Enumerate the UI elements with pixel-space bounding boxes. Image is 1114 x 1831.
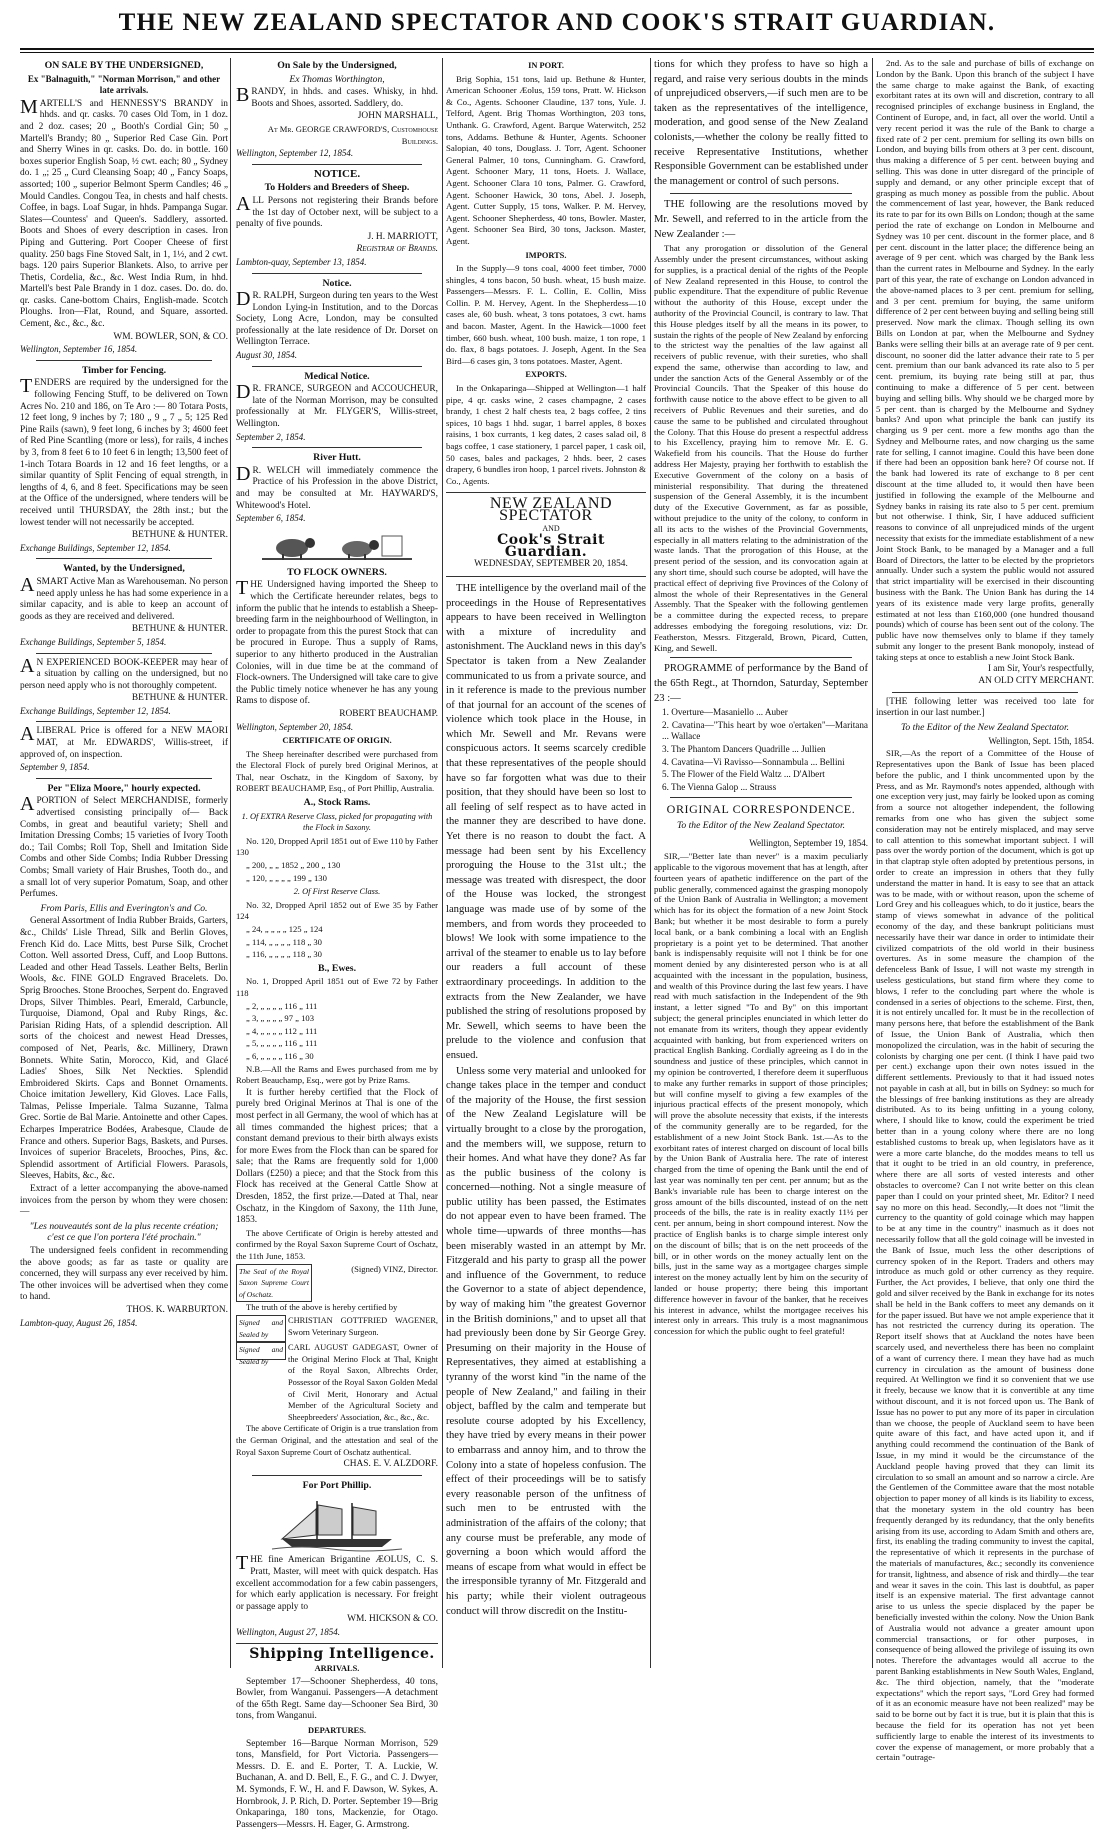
ad-dateline: Exchange Buildings, September 12, 1854. [20, 542, 171, 553]
ad-subheading: 1. Of EXTRA Reserve Class, picked for propagating with the Flock in Saxony. [241, 811, 433, 833]
ad-body: In the Onkaparinga—Shipped at Wellington—1 half pipe, 4 qr. casks wine, 2 cases champagne, 2 cases brandy, 1 chest 2 half chests tea, 2 bags coffee, 2 tins spices, 10 bags 1 hhd. sugar, 1 barrel apples, 8 boxes raisins, 1 box currants, 1 keg dates, 2 cases salad oil, 8 bags coffee, 1 case stationery, 1 parcel paper, 1 cask oil, 50 cases, bales and packages, 2 hhds. beer, 2 cases drapery, 6 bundles iron hoop, 1 parcel rivets. Johnston & Co., Agents. [446, 383, 646, 486]
ad-signature: BETHUNE & HUNTER. [131, 624, 228, 635]
ad-dateline: Lambton-quay, August 26, 1854. [20, 1317, 138, 1328]
ad-subheading: To Holders and Breeders of Sheep. [264, 182, 410, 194]
seal-box: The Seal of the Royal Saxon Supreme Court of Oschatz. [236, 1264, 312, 1303]
divider [670, 797, 852, 798]
table-row: „ 116, „ „ „ „ 118 „ 30 [246, 949, 322, 960]
letter-salutation: To the Editor of the New Zealand Spectator. [900, 722, 1070, 733]
table-row: „ 3, „ „ „ „ 97 „ 103 [246, 1013, 315, 1024]
ad-body: MARTELL'S and HENNESSY'S BRANDY in hhds. and qr. casks. 70 cases Old Tom, in 1 doz. and 2 doz. cases; 20 „ Booth's Cordial Gin; 50 „ Martell's Brandy; 80 „ Superior Red Case Gin. Port and Sherry Wines in qr. casks. Do. do. in bottle. 160 boxes superior English Soap, ½ cwt. each; 80 „ Sydney do. 1 „; 25 „ Curd Cleansing Soap; 40 „ Fancy Soaps, assorted; 100 „ superior Belmont Sperm Candles; 46 „ Mould Candles. Congou Tea, in chests and half chests. Coffee, in bags. Loaf Sugar, in hhds. Pampanga Sugar. Slates—Countess' and Queen's. Saddlery, assorted. Boots and Shoes of every description in cases. Iron Piping and Guttering. Port Cooper Cheese of first quality. 250 bags Fine Stoved Salt, in 1, 1½, and 2 cwt. bags. 120 pairs Superior Blankets. Also, to arrive per Thetis, Cordelia, &c., &c. West India Rum, in hhd. Martell's best Pale Brandy in 1 doz. cases. Do. do. do. qr. casks. Cane-bottom Chairs, English-made. Scotch Ploughs. Iron—Flat, Round, and Square, assorted. Cement, &c., &c., &c. [20, 95, 228, 330]
ad-signature: BETHUNE & HUNTER. [131, 693, 228, 704]
ad-body: DR. FRANCE, SURGEON and ACCOUCHEUR, late of the Norman Morrison, may be consulted professionally at Mr. FLYGER'S, Willis-street, Wellington. [236, 381, 438, 430]
seal-block [236, 1315, 438, 1342]
editorial-paragraph: THE intelligence by the overland mail of the proceedings in the House of Representatives appears to have been received in Wellington with a mixture of incredulity and astonishment. The Auckland news in this day's Spectator is taken from a New Zealander communicated to us from a private source, and in it reference is made to the previous number of that journal for an account of the scenes of violence which took place in the House, in which Mr. Sewell and Mr. Revans were conspicuous actors. It seems scarcely credible that these representatives of the people should have so far forgotten what was due to their position, that they should have been so lost to all feeling of self respect as to have acted in the manner they are described to have done. Yet there is no reason to doubt the fact. A message had been sent by his Excellency proroguing the House to the 31st ult.; the message was treated with disrespect, the door of the House was locked, the strongest language was made use of by some of the members, and from words they proceeded to blows! We look with some impatience to the arrival of the steamer to enable us to lay before our readers a full account of these extraordinary proceedings. In addition to the extracts from the New Zealander, we have published the string of resolutions proposed by Mr. Sewell, which seems to have been the prelude to the violence and confusion that ensued. [446, 582, 646, 1061]
ad-body: N.B.—All the Rams and Ewes purchased from me by Robert Beauchamp, Esq., were got by Prize Rams. [236, 1063, 438, 1086]
programme-list [654, 707, 868, 793]
stock-table [236, 900, 438, 961]
ad-body: TENDERS are required by the undersigned for the following Fencing Stuff, to be delivered on Town Acres No. 210 and 186, on Te Aro :— 80 Totara Posts, 12 feet long, 9 inches by 7; 180 „ 9 „ 7 „ 5; 125 Red Pine Rails (sawn), 9 feet long, 6 inches by 3; 4600 feet of Red Pine Scantling (more or less), for rails, 4 inches by 3, from 8 feet 6 to 10 feet 6 in length; 13,500 feet of 1-inch Totara Boards in 12 and 16 feet lengths, or a similar quantity of Split Fencing of equal strength, in lengths of 4, 6, and 8 feet. Specifications may be seen at the Office of the undersigned, where tenders will be received until THURSDAY, the 28th inst.; but the lowest tender will not necessarily be accepted. [20, 375, 228, 528]
ad-signature: JOHN MARSHALL, [357, 111, 438, 122]
divider [36, 360, 212, 361]
ad-dateline: Exchange Buildings, September 12, 1854. [20, 705, 171, 716]
list-item: 3. The Phantom Dancers Quadrille ... Jullien [662, 743, 826, 754]
ad-body: The truth of the above is hereby certified by [246, 1302, 398, 1313]
newspaper-columns [20, 58, 1094, 1830]
letter-body: SIR,—As the report of a Committee of the House of Representatives upon the Bank of Issue has been placed before the public, and I think uncommented upon by the Press, and as Mr. Raymond's notes appended, although with one exception very just, may fairly be looked upon as coming from a source not altogether independent, the following remarks from one who has given the subject some consideration may not be entirely misplaced, and may serve to call attention to this somewhat important subject. I will pass over the wordy portion of the document, which is got up in that claptrap style often adopted by pretentious persons, in order to create an impression in others that they fully understand the matter in hand. It is easy to see that an attack was to be made, with or without reason, upon the scheme of Lord Grey and his colleagues which, to do it justice, bears the stamp of views somewhat in advance of the political economy of the day, and these bankrupt politicians must necessarily have their war dance in order to intimidate their civilized compatriots of the old world in their business overtures. As in some measure the champion of the defenceless Bank of Issue, I will not waste my strength in useless gesticulations, but stand firm where they come to blows, I refer to the concluding part where the whole is condensed in a series of objections to the scheme. First, then, it is not entirely uncalled for. It must be in the recollection of many persons here, that before the establishment of the Bank of Issue, the Union Bank of Australia, which then monopolized the circulation, was in the habit of securing the colonists by charging one per cent. (I think I have paid two per cent.) exchange upon their own notes issued in the different settlements. Previously to that it had issued notes not payable in cash at all, but in bills on Sydney: so much for the blessings of free banking institutions as they are already distributed. As to its being unfitting in a young colony, where, I should like to know, could the experiment be tried better than in a young colony where there are no long established customs to break up, when legislators have as it were a more carte blanche, do the moddes means to tell us that it ought to be tried in an old country, in preference, where there are all sorts of vested interests and other obstacles to overcome? Can I not write better on this clean paper than I could on your printed sheet, Mr. Editor? I need say no more on this head. Secondly,—It does not "limit the currency to the quantity of gold coinage which may happen to be at any time in the country" inasmuch as it does not necessarily follow that all the gold coinage will be invested in the Bank of Issue, much less the other descriptions of currency spoken of in the Report. Traders and others may introduce as much gold or other currency as they require. Further, the Act provides, I believe, that only one third the gold and silver received by the Bank in exchange for its notes shall be held in the Bank coffers to meet any demands on it for the paper issued. But have we not ample experience that it has not restricted the currency during its operation. The Report itself shows that at Auckland the notes have been scarcely used, and nevertheless there has been no complaint of a want of currency there. I mean they have had as much currency in circulation as the amount of business done required. At Wellington we find it so convenient that we use it freely, because we know that it is convertible at any time without discount, and it is not forced upon us. The Bank of Issue has no power to put any more of its paper in circulation than we choose, the people of Auckland seem to have been quite aware of this fact, and have acted upon it, and if anything could recommend the continuation of the Bank of Issue, in my mind it would be the circumstance of the Auckland people having proved that they can limit its circulation to so small an amount and so narrow a circle. Are the Gentlemen of the Committee aware that the most notable objection to paper money of all kinds is its liability to excess, that the monetary system in the old country has been frequently deranged by its redundancy, that the only benefits arising from its use, according to Adam Smith and others are, first, its enabling the trading community to invest the capital, the representative of which it represents in the purchase of the materials of manufactures, &c.; secondly its convenience for transit, lightness, and absence of risk and thirdly—the tear and wear it saves in the coin. This last is doubtful, as paper itself is an expensive material. The first advantage cannot arise to us unless the specie displaced by the paper be beneficially invested within the colony. Now the Union Bank of Australia would not advance a greater amount upon commercial transactions, or for other purposes, in consequence of being allowed the privilege of issuing its own notes. Therefore the advantages would all accrue to the parent Banking establishments in New South Wales, England, &c. The third objection, namely, that the "moderate expectations" which the report says, "Lord Grey had formed of it as an economic measure have not been realized" may be said to be borne out by fact it is true, but it is plain that this is because the field for its operation has not yet been sufficiently large to enable the interest of its investments to cover the expense of management, or more probably that a certain "outrage- [876, 748, 1094, 1763]
table-row: No. 32, Dropped April 1852 out of Ewe 35 by Father 124 [236, 899, 438, 922]
ad-heading: Notice. [322, 277, 352, 289]
ad-signature: J. H. MARRIOTT, [367, 231, 438, 242]
programme-heading: PROGRAMME of performance by the Band of the 65th Regt., at Thorndon, Saturday, September 23 :— [654, 663, 868, 704]
masthead [0, 0, 1114, 46]
table-row: „ 5, „ „ „ „ 116 „ 111 [246, 1038, 318, 1049]
masthead-rule [20, 48, 1094, 50]
ad-body: AN EXPERIENCED BOOK-KEEPER may hear of a situation by calling on the undersigned, but no person need apply who is not thoroughly competent. [20, 654, 228, 691]
column-5 [876, 58, 1094, 1763]
stock-table [236, 836, 438, 884]
ad-subheading: CERTIFICATE OF ORIGIN. [282, 735, 392, 746]
letter-dateline: Wellington, Sept. 15th, 1854. [988, 735, 1094, 746]
table-row: „ 24, „ „ „ „ 125 „ 124 [246, 924, 323, 934]
ad-subheading: ARRIVALS. [314, 1664, 360, 1674]
letter-salutation: To the Editor of the New Zealand Spectator. [676, 819, 846, 831]
editorial-masthead-sub: Cook's Strait Guardian. [497, 532, 605, 560]
seal-signature: CHRISTIAN GOTTFRIED WAGENER, Sworn Veterinary Surgeon. [288, 1316, 438, 1337]
list-item: 2. Cavatina—"This heart by woe o'ertaken"—Maritana ... Wallace [662, 719, 868, 742]
ad-dateline: August 30, 1854. [236, 350, 298, 361]
ad-body: BRANDY, in hhds. and cases. Whisky, in hhd. Boots and Shoes, assorted. Saddlery, do. [236, 84, 438, 109]
divider [670, 657, 852, 658]
stock-table [236, 976, 438, 1062]
seal-block [236, 1264, 438, 1303]
ad-subheading: A., Stock Rams. [303, 797, 371, 809]
ad-heading: TO FLOCK OWNERS. [287, 566, 387, 578]
ad-signature-line: At Mr. GEORGE CRAWFORD'S, Customhouse Buildings. [267, 123, 438, 146]
divider [252, 447, 422, 448]
divider [252, 366, 422, 367]
sheep-engraving-icon [262, 528, 412, 564]
letter-body: SIR,—"Better late than never" is a maxim peculiarly applicable to the vigorous movement that has at length, after fourteen years of apathetic indifference on the part of the public generally, commenced against the grasping monopoly of the Union Bank of Australia in Wellington; a movement which has for its object the formation of a new Joint Stock Bank; but whether it be most desirable to form a purely local bank, or a bank combining a local with an English proprietary is a point yet to be determined. That another bank is indispensably requisite will not I think be for one moment denied by any disinterested person who is at all acquainted with the incessant in the population, business, and wealth of this Province during the last few years. I have read with much satisfaction in the Independent of the 9th instant, a letter signed "To and By" on this important subject; the general principles enunciated in which letter do not emanate from its writers, though they appear evidently acquainted with banking, but from experienced writers on practical English Banking. Cordially agreeing as I do in the soundness and justice of these principles, which cannot in my opinion be controverted, I therefore deem it superfluous to make any further remarks in support of those principles; but will confine myself to giving a few examples of the injurious practical effects of the present monopoly, which will prove the absolute necessity that exists, if the interests of the community generally are to be regarded, for the establishment of a new Joint Stock Bank. 1st.—As to the exorbitant rates of interest charged on discount of local bills by the Union Bank of Australia here. The rate of interest charged from the time of opening the Bank until the end of last year was nominally ten per cent. per annum; but as the Bank's invariable rule has been to charge interest on the gross amount of the bills discounted, instead of on the nett proceeds of the bills, the rate is in reality exactly 11½ per cent. per annum, being in short compound interest. Now the practice of English banks is to charge simple interest only on the discount of bills; that is on the nett proceeds of the bill, or in other words on the money actually lent on the bills, just in the same way as a mortgagee charges simple interest on the money actually lent by him on the security of landed or house property; there being this important difference however in favour of the banker, that he receives his interest in advance, whilst the mortgagee receives his interest only in arrears. This truly is a most magnanimous concession for which the public ought to feel grateful! [654, 851, 868, 1337]
table-row: No. 1, Dropped April 1851 out of Ewe 72 by Father 118 [236, 976, 438, 998]
ad-subheading: From Paris, Ellis and Everington's and Co. [40, 902, 208, 914]
ad-body: THE Undersigned having imported the Sheep to which the Certificate hereunder relates, begs to inform the public that he intends to establish a Sheep-breeding farm in the neighbourhood of Wellington, in order to propagate from this the purest Stock that can be procured in Europe. Thus a supply of Rams, superior to any hitherto produced in the Australian Colonies, will in due time be at the command of Flock-owners. The Undersigned will take care to give the Public timely notice whenever he has any young Rams to dispose of. [236, 577, 438, 707]
ad-signature: CHAS. E. V. ALZDORF. [343, 1459, 438, 1470]
divider [236, 1643, 438, 1644]
ad-dateline: September 6, 1854. [236, 513, 306, 524]
ad-body: The undersigned feels confident in recommending the above goods; as far as taste or quality are concerned, they will surpass any ever received by him. The other invoices will be advertised when they come to hand. [20, 1246, 228, 1303]
list-item: 4. Cavatina—Vi Ravisso—Sonnambula ... Bellini [662, 756, 845, 767]
ad-heading: ON SALE BY THE UNDERSIGNED, [44, 60, 204, 71]
table-row: „ 114, „ „ „ „ 118 „ 30 [246, 936, 322, 947]
ad-heading: Wanted, by the Undersigned, [63, 563, 185, 575]
ad-heading: On Sale by the Undersigned, [277, 60, 397, 71]
seal-box: Signed and Sealed by [236, 1342, 286, 1360]
ad-body: Extract of a letter accompanying the above-named invoices from the person by whom they were chosen:— [20, 1184, 228, 1218]
divider [446, 576, 646, 577]
ad-dateline: Exchange Buildings, September 5, 1854. [20, 636, 167, 647]
table-row: No. 120, Dropped April 1851 out of Ewe 110 by Father 130 [236, 835, 438, 858]
divider [446, 492, 646, 493]
ad-subheading: IN PORT. [528, 61, 564, 70]
ad-body: ALL Persons not registering their Brands before the 1st day of October next, will be subject to a penalty of five pounds. [236, 192, 438, 230]
divider [670, 193, 852, 194]
ad-dateline: Wellington, August 27, 1854. [236, 1626, 341, 1637]
ad-body: September 17—Schooner Shepherdess, 40 tons, Bowler, from Wanganui. Passengers—A detachment of the 65th Regt. Same day—Schooner Sea Bird, 30 tons, from Wanganui. [236, 1676, 438, 1722]
masthead-rule-thin [20, 52, 1094, 53]
ad-body: THE fine American Brigantine ÆOLUS, C. S. Pratt, Master, will meet with quick despatch. Has excellent accommodation for a few cabin passengers, for which early application is necessary. For freight or passage apply to [236, 1552, 438, 1612]
divider [36, 558, 212, 559]
ship-engraving-icon [272, 1495, 402, 1551]
column-2 [236, 58, 438, 1830]
ad-body: The above Certificate of Origin is hereby attested and confirmed by the Royal Saxon Supreme Court of Oschatz, the 11th June, 1853. [236, 1227, 438, 1262]
editorial-paragraph: THE following are the resolutions moved by Mr. Sewell, and referred to in the article from the New Zealander :— [654, 199, 868, 240]
ad-subheading: B., Ewes. [317, 962, 357, 974]
ad-dateline: Lambton-quay, September 13, 1854. [236, 256, 367, 267]
ad-body: The above Certificate of Origin is a true translation from the German Original, and the attestation and seal of the Royal Saxon Supreme Court of Oschatz authentical. [236, 1424, 438, 1457]
section-heading: Shipping Intelligence. [249, 1646, 435, 1663]
editorial-paragraph: tions for which they profess to have so high a regard, and raise very serious doubts in the minds of unprejudiced observers,—if such men are to be taken as the representatives of the intelligence, moderation, and good sense of the New Zealand colonists,—whether the colony be really fitted to receive Representative Institutions, whether Responsible Government can be established under the management or control of such persons. [654, 59, 868, 187]
ad-quote: "Les nouveautés sont de la plus recente création; c'est ce que l'on portera l'été prochain." [29, 1220, 219, 1244]
seal-signature: (Signed) VINZ, Director. [351, 1263, 438, 1274]
divider [892, 692, 1078, 693]
divider [36, 653, 212, 654]
divider [252, 1475, 422, 1476]
ad-dateline: Wellington, September 20, 1854. [236, 721, 354, 732]
editorial-masthead-and: AND [542, 523, 560, 533]
divider [36, 778, 212, 779]
list-item: 5. The Flower of the Field Waltz ... D'Albert [662, 769, 825, 780]
list-item: 1. Overture—Masaniello ... Auber [662, 707, 788, 718]
resolutions-text: That any prorogation or dissolution of the General Assembly under the present circumstances, without asking for supplies, is a practical denial of the rights of the People of New Zealand represented in this House, to control the public expenditure. That the expenditure of public Revenue without the authority of this House, except under the authority of the Provincial Council, is contrary to law. That this House pledges itself by all the means in its power, to sustain the rights of the people of New Zealand by enforcing to the strictest way the penalties of the law against all receivers of public revenue, with their sureties, who shall expend the same, otherwise than according to law, and under the sanction Acts of the General Assembly or of the Provincial Councils. That the Speaker of this house do forthwith cause notice to the above effect to be given to all receivers of Public Revenues and their sureties, and do cause the same to be published and circulated throughout the Colony. That this House do present a respectful address to his Excellency, praying him to remove Mr. E. G. Wakefield from his councils. That the House do further address Her Majesty, praying her forthwith to establish the Executive Government of the colony on a basis of ministerial responsibility. That during the threatened suspension of the General Assembly, it is the incumbent duty of the Executive Government, as far as possible, without prejudice to the unity of the colony, to conform in all its acts to the wishes of the Provincial Governments, especially in all matters relating to the administration of the waste lands. That the prorogation of this House, at the present period of the session, and its convocation again at any short time, should such course be adopted, will have the practical effect of depriving five Provinces of the Colony of almost the whole of their Representatives in the General Assembly. That the Speaker with the following gentlemen be a committee during the expected recess, to prepare addresses embodying the foregoing resolutions, viz: Dr. Featherston, Messrs. Fitzgerald, Brown, Picard, Cutten, King, and Sewell. [654, 243, 868, 653]
ad-body: It is further hereby certified that the Flock of purely bred Original Merinos at Thal is one of the most perfect in all Germany, the wool of which has at all times commanded the highest prices; that a constant demand previous to their birth always exists for more Ewes from the Flock than can be spared for sale; that the Rams are frequently sold for 1,000 Dollars (£250) a piece; and that the Stock from this Flock has received at the General Cattle Show at Dresden, 1852, the first prize.—Dated at Thal, near Oschatz, in the Kingdom of Saxony, the 11th June, 1853. [236, 1087, 438, 1226]
table-row: „ 4, „ „ „ „ 112 „ 111 [246, 1025, 318, 1036]
ad-heading: Timber for Fencing. [81, 364, 167, 376]
ad-subheading: Ex Thomas Worthington, [289, 73, 385, 85]
table-row: „ 120, „ „ „ „ 199 „ 130 [246, 872, 327, 883]
ad-body: ALIBERAL Price is offered for a NEW MAORI MAT, at Mr. EDWARDS', Willis-street, if approved of, on inspection. [20, 723, 228, 760]
divider [252, 164, 422, 165]
seal-signature: CARL AUGUST GADEGAST, Owner of the Original Merino Flock at Thal, Knight of the Royal Saxon, Albrechts Order, Possessor of the Royal Saxon Golden Medal of Civil Merit, Honorary and Actual Member of the Agricultural Society and Sheepbreeders' Association, &c., &c., &c. [288, 1343, 438, 1422]
ad-dateline: Wellington, September 12, 1854. [236, 148, 354, 159]
ad-dateline: September 2, 1854. [236, 431, 306, 442]
list-item: 6. The Vienna Galop ... Strauss [662, 781, 777, 792]
letter-signature: AN OLD CITY MERCHANT. [978, 676, 1094, 687]
ad-body: September 16—Barque Norman Morrison, 529 tons, Mansfield, for Port Victoria. Passengers—Messrs. D. E. and E. Porter, T. A. Luckie, W. Buchanan, A. and D. Bell, E., F. G., and C. J. Dwyer, M. Symonds, F. W., H. and F. Dawson, W. Sykes, A. Hornbrook, J. P. Rich, D. Porter. September 19—Brig Onkaparinga, 180 tons, Mackenzie, for Otago. Passengers—Messrs. H. Eager, G. Armstrong. [236, 1738, 438, 1830]
ad-dateline: Wellington, September 16, 1854. [20, 344, 138, 355]
column-3 [446, 58, 646, 1668]
ad-subheading: EXPORTS. [525, 370, 567, 380]
seal-box: Signed and Sealed by [236, 1315, 286, 1342]
ad-signature-line: Registrar of Brands. [356, 244, 438, 255]
letter-closing: I am Sir, Your's respectfully, [987, 663, 1094, 674]
ad-body: ASMART Active Man as Warehouseman. No person need apply unless he has had some experience in a similar capacity, and is able to keep an account of goods as they are received and delivered. [20, 573, 228, 622]
ad-body: The Sheep hereinafter described were purchased from the Electoral Flock of purely bred Original Merinos, at Thal, near Oschatz, in the Kingdom of Saxony, by ROBERT BEAUCHAMP, Esq., of Port Phillip, Australia. [236, 748, 438, 794]
ad-subheading: Ex "Balnaguith," "Norman Morrison," and other late arrivals. [27, 73, 221, 96]
ad-heading: For Port Phillip. [302, 1479, 372, 1491]
table-row: „ 6, „ „ „ „ 116 „ 30 [246, 1050, 314, 1061]
ad-signature: BETHUNE & HUNTER. [131, 530, 228, 541]
ad-body: Brig Sophia, 151 tons, laid up. Bethune & Hunter, American Schooner Æolus, 159 tons, Pratt. W. Hickson & Co., Agents. Schooner Claudine, 137 tons, Yule. J. Telford, Agent. Brig Thomas Worthington, 203 tons, Unthank. G. Crawford, Agent. Barque Waterwitch, 252 tons, Addams. Bethune & Hunter, Agents. Schooner Salopian, 40 tons, Douglass. J. Torr, Agent. Schooner General Palmer, 10 tons, Cunningham. G. Crawford, Agent. Schooner Mary, 11 tons, Hoets. J. Wallace, Agent. Schooner Clara 10 tons, Palmer. G. Crawford, Agent. Schooner Hawick, 30 tons, Abel. J. Joseph, Agent. Cutter Supply, 15 tons, Walker. P. M. Hervey, Agent. Schooner Shepherdess, 40 tons, Bowler. Master, Agent. Schooner Sea Bird, 30 tons, Jackson. Master, Agent. [446, 73, 646, 246]
ad-signature: THOS. K. WARBURTON. [126, 1304, 228, 1315]
editorial-masthead: NEW ZEALAND SPECTATOR [489, 495, 613, 524]
ad-subheading: DEPARTURES. [308, 1726, 366, 1736]
editor-note: [THE following letter was received too late for insertion in our last number.] [876, 696, 1094, 719]
editorial-date: WEDNESDAY, SEPTEMBER 20, 1854. [474, 559, 628, 570]
table-row: „ 200, „ „ 1852 „ 200 „ 130 [246, 860, 341, 871]
ad-dateline: September 9, 1854. [20, 762, 90, 773]
ad-heading: Medical Notice. [304, 370, 370, 382]
ad-signature: ROBERT BEAUCHAMP. [339, 708, 438, 719]
ad-heading: NOTICE. [313, 167, 361, 180]
editorial-paragraph: Unless some very material and unlooked for change takes place in the temper and conduct of the majority of the House, the first session of the New Zealand Legislature will be virtually brought to a close by the prorogation, and the members will, we suppose, return to their homes. And what have they done? As far as the public business of the colony is concerned—nothing. Not a single measure of public utility has been passed, the Estimates do not appear even to have been framed. The whole time—upwards of three months—has been miserably wasted in an attempt by Mr. Fitzgerald and his party to grasp all the power and influence of the Government, to reduce the Governor to a state of abject dependence, by way of making him "the greatest Governor in the British dominions," and to upset all that had previously been done by Sir George Grey. Presuming on their majority in the House of Representatives, they aimed at establishing a tyranny of the worst kind "in the name of the people of New Zealand," and failing in their object, baffled by the calm and temperate but resolute course adopted by his Excellency, they have tried by every means in their power to embarrass and annoy him, and to throw the Colony into a state of hopeless confusion. The effect of their proceedings will be to satisfy every reasonable person of the unfitness of such men to be entrusted with the administration of the affairs of the colony; that any course must be preferable, any mode of governing a boon which would afford the means of escape from what would in effect be the irresponsible tyranny of Mr. Fitzgerald and his party; while their violent outrageous conduct will throw discredit on the Institu- [446, 1065, 646, 1617]
letter-dateline: Wellington, September 19, 1854. [749, 837, 868, 848]
table-row: „ 2, „ „ „ „ 116 „ 111 [246, 1000, 318, 1011]
column-4 [654, 58, 868, 1668]
ad-heading: River Hutt. [313, 452, 361, 464]
divider [36, 721, 212, 722]
letter-body: 2nd. As to the sale and purchase of bills of exchange on London by the Bank. Upon this branch of the subject I have the same charge to make against the Bank, of exacting exorbitant rates at its own will and discretion, contrary to all recognised principles of exchange business in England, the Continent of Europe, and, in fact, all over the world. Until a very recent period it was the rule of the Bank to charge a fixed rate of 2 per cent. premium for selling its own bills on London, and buying bills from others at 3 per cent. discount, thus making a difference of 5 per cent. between buying and selling. This was done in utter disregard of the principle of supply and demand, or any other principle except that of grasping as much money as possible from the public. About the commencement of last year, however, the Bank reduced its rate to par for its own Bills on London; though at the same period the rate of exchange on London in Melbourne and Sydney was 10 per cent. discount in the former place, and 8 per cent. discount in the latter place; the difference being an average of 9 per cent. which was charged by the Bank less than the current rates in Melbourne and Sydney. In the early part of this year, the rate of exchange on London advanced in the above-named places to 3 per cent. premium for selling, and 3 per cent. premium for buying, the same uniform difference of 2 per cent between buying and selling being still preserved. Now mark the climax. Though selling its own Bills on London at par, when the Melbourne and Sydney Banks were selling their bills at an average rate of 9 per cent. discount, no sooner did the latter advance their rate to 5 per cent. premium than our bank advanced its rate also to 5 per cent. premium, its buying rate being still at par, thus continuing to make a difference of 5 per cent. between buying and selling bills. Why should we be charged more by 5 per cent. than is charged by the Melbourne and Sydney banks? And upon what principle the bank can justify its charging us 9 per cent. more a few months ago than the Sydney and Melbourne rates, and now charging us the same rate for selling, I cannot imagine. Could this have been done if there had been an opposition bank here? Of course not. If the bank had lowered its rate of exchange to 8 per cent discount at the time alluded to, it would then have been justified in following the example of the Melbourne and Sydney banks in raising its rate also to 5 per cent. premium but not otherwise. I think, Sir, I have adduced sufficient reasons to convince of all unprejudiced minds of the urgent necessity that exists for the immediate establishment of a new Joint Stock Bank, to be managed by a Manager and a full Board of Directors, the latter to be elected by the proprietors annually. Under such a system the public would not assured that strict impartiality will be exercised in their discounting business with the Bank. The Union Bank has during the 14 years of its existence made very large profits, generally estimated at not less than £160,000 (one hundred thousand pounds) which of course has been sent out of the colony. The public have now themselves only to blame if they tamely submit any longer to the present Bank monopoly, instead of taking steps at once to establish a new Joint Stock Bank. [876, 58, 1094, 662]
ad-body: DR. RALPH, Surgeon during ten years to the West London Lying-in Institution, and to the Dorcas Society, Long Acre, London, may be consulted professionally at the late residence of Dr. Dorset on Wellington Terrace. [236, 288, 438, 348]
column-1 [20, 58, 228, 1668]
ad-body: DR. WELCH will immediately commence the Practice of his Profession in the above District, and may be consulted at Mr. HAYWARD'S, Whitewood's Hotel. [236, 462, 438, 511]
ad-body: In the Supply—9 tons coal, 4000 feet timber, 7000 shingles, 4 tons bacon, 50 bush. wheat, 15 bush maize. Passengers—Messrs. F. L. Collin, E. Collin, Miss Collin. P. M. Hervey, Agent. In the Shepherdess—10 cases ale, 60 bush. wheat, 3 tons potatoes, 3 cwt. hams and bacon. Master, Agent. In the Hawick—1000 feet timber, 660 bush. wheat, 100 bush. maize, 1 ton rope, 1 do. flax, 8 bags potatoes. J. Joseph, Agent. In the Sea Bird—6 cases gin, 3 tons potatoes. Master, Agent. [446, 263, 646, 366]
section-heading: ORIGINAL CORRESPONDENCE. [666, 802, 856, 817]
divider [252, 273, 422, 274]
ad-signature: WM. HICKSON & CO. [347, 1614, 438, 1625]
ad-subheading: 2. Of First Reserve Class. [293, 887, 381, 897]
ad-signature: WM. BOWLER, SON, & CO. [113, 331, 228, 342]
ad-subheading: IMPORTS. [525, 250, 567, 260]
masthead-title: THE NEW ZEALAND SPECTATOR AND COOK'S STRAIT GUARDIAN. [118, 9, 996, 36]
ad-body: General Assortment of India Rubber Braids, Garters, &c., Childs' Lisle Thread, Silk and Berlin Gloves, French Kid do. Lace Mitts, best Purse Silk, Crochet Cotton. Well assorted Dress, Cuff, and Loop Buttons. Leaded and other Head Tassels. Leather Belts, Berlin Wools, &c. FINE GOLD Engraved Bracelets. Do. Sprig Brooches. Stone Brooches, Serpent do. Engraved Drops, Silver Thimbles. Pearl, Emerald, Carbuncle, Turquoise, Diamond, Opal and Ruby Rings, &c. Parisian Riding Hats, of a splendid description. All sorts of the choicest and newest Head Dresses, composed of Net, Pearls, &c. Millinery, Drawn Bonnets. White Satin, Morocco, Kid, and Glacé Ladies' Shoes, Silk Net Neckties. Splendid Embroidered Skirts. Caps and Bonnet Ornaments. Choice imitation Jewellery, Kid Gloves. Lace Falls, Talmas, Pelisse Imperiale. Talma Suzanne, Talma Grec. Sortie de Bal Marie. Antoinette and other Capes. Echarpes Imperatrice Bodées, Arabesque, Claude de France and others. Superior Bags, Baskets, and Purses. Invoices of superior Bracelets, Brooches, Pins, &c. Splendid assortment of Artificial Flowers. Parasols, Sleeves, Habits, &c., &c. [20, 916, 228, 1182]
seal-block [236, 1342, 438, 1423]
ad-body: APORTION of Select MERCHANDISE, formerly advertised consisting principally of— Back Combs, in great and beautiful variety; Shell and Imitation Dressing Combs; 15 varieties of Ivory Tooth do.; Tail Combs; Roll Top, Shell and Imitation Side Combs and other Side Combs; India Rubber Dressing Combs; Small variety of Hair Brushes, Tooth do., and a small lot of very superior Pomatum, Soap, and other Perfumes. [20, 793, 228, 900]
ad-heading: Per "Eliza Moore," hourly expected. [47, 782, 201, 794]
